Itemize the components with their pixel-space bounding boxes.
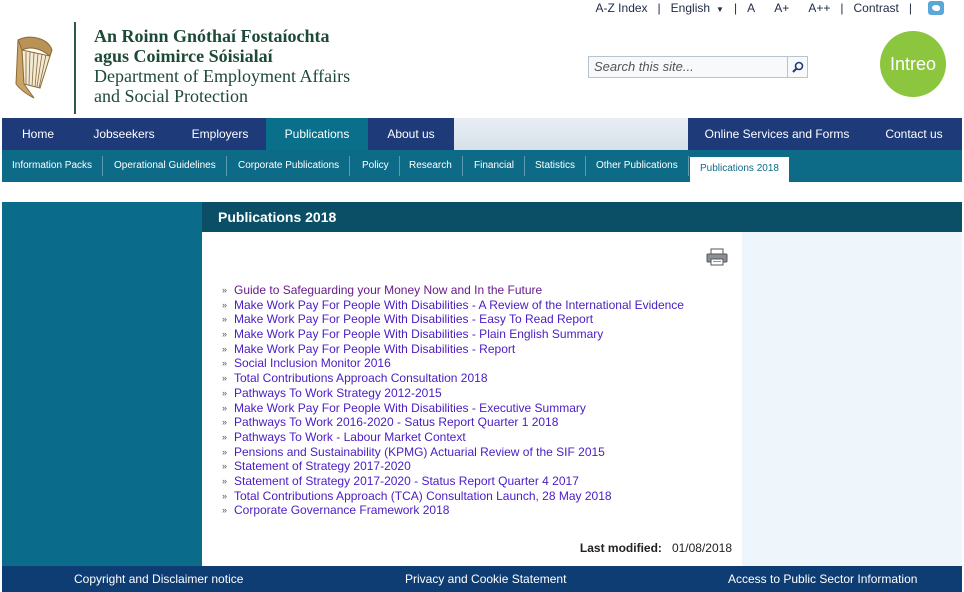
list-item — [222, 445, 684, 460]
publication-link[interactable]: Statement of Strategy 2017-2020 - Status Report Quarter 4 2017 — [234, 473, 579, 488]
az-index-link[interactable]: A-Z Index — [595, 1, 648, 15]
bullet-icon: » — [222, 314, 228, 325]
list-item — [222, 415, 684, 430]
search-icon — [792, 61, 804, 73]
list-item — [222, 356, 684, 371]
publication-link[interactable]: Statement of Strategy 2017-2020 — [234, 459, 411, 474]
publication-link[interactable]: Total Contributions Approach Consultation 2018 — [234, 371, 488, 386]
subnav-publications-2018[interactable]: Publications 2018 — [690, 157, 789, 182]
publication-link[interactable]: Make Work Pay For People With Disabilities - Report — [234, 341, 516, 356]
last-modified-label: Last modified: — [579, 541, 662, 555]
subnav-other-publications[interactable]: Other Publications — [586, 156, 689, 176]
subnav-research[interactable]: Research — [399, 156, 463, 176]
footer — [2, 566, 962, 592]
publication-link[interactable]: Make Work Pay For People With Disabilities - Plain English Summary — [234, 327, 604, 342]
list-item — [222, 327, 684, 342]
main-content — [202, 232, 742, 566]
list-item — [222, 386, 684, 401]
page-title: Publications 2018 — [202, 202, 962, 232]
nav-home[interactable]: Home — [2, 118, 74, 150]
list-item — [222, 474, 684, 489]
nav-publications[interactable]: Publications — [266, 118, 368, 150]
publication-link[interactable]: Pathways To Work 2016-2020 - Satus Report Quarter 1 2018 — [234, 415, 559, 430]
bullet-icon: » — [222, 285, 228, 295]
publication-link[interactable]: Make Work Pay For People With Disabilities - Executive Summary — [234, 400, 586, 415]
list-item — [222, 459, 684, 474]
bullet-icon: » — [222, 329, 228, 340]
list-item — [222, 371, 684, 386]
list-item — [222, 430, 684, 445]
publication-link[interactable]: Make Work Pay For People With Disabilities - Easy To Read Report — [234, 312, 594, 327]
utility-spacer — [763, 1, 766, 15]
subnav-operational-guidelines[interactable]: Operational Guidelines — [104, 156, 227, 176]
footer-access-info-link[interactable]: Access to Public Sector Information — [728, 572, 918, 586]
publication-link[interactable]: Pathways To Work - Labour Market Context — [234, 429, 466, 444]
department-logo[interactable] — [10, 22, 390, 114]
font-size-xlarge-link[interactable]: A++ — [808, 1, 831, 15]
bullet-icon: » — [222, 387, 228, 398]
right-sidebar — [742, 232, 962, 566]
bullet-icon: » — [222, 490, 228, 501]
publication-link[interactable]: Corporate Governance Framework 2018 — [234, 503, 450, 518]
logo-english-line-1: Department of Employment Affairs — [94, 66, 351, 86]
publication-link[interactable]: Total Contributions Approach (TCA) Consultation Launch, 28 May 2018 — [234, 488, 612, 503]
list-item — [222, 342, 684, 357]
intreo-logo[interactable] — [880, 31, 946, 97]
contrast-link[interactable]: Contrast — [853, 1, 899, 15]
bullet-icon: » — [222, 373, 228, 384]
footer-privacy-link[interactable]: Privacy and Cookie Statement — [405, 572, 567, 586]
language-select[interactable] — [671, 1, 724, 15]
logo-wordmark — [94, 26, 350, 106]
logo-irish-line-2: agus Coimirce Sóisialaí — [94, 46, 273, 66]
bullet-icon: » — [222, 299, 228, 310]
utility-separator: | — [657, 1, 661, 15]
list-item — [222, 283, 684, 298]
utility-bar — [596, 0, 944, 16]
bullet-icon: » — [222, 431, 228, 442]
nav-about-us[interactable]: About us — [368, 118, 454, 150]
bullet-icon: » — [222, 402, 228, 413]
list-item — [222, 503, 684, 518]
publication-link[interactable]: Pathways To Work Strategy 2012-2015 — [234, 385, 442, 400]
language-label: English — [670, 1, 711, 15]
bullet-icon: » — [222, 475, 228, 486]
main-navigation — [2, 118, 962, 150]
font-size-normal-link[interactable]: A — [747, 1, 756, 15]
publication-link[interactable]: Pensions and Sustainability (KPMG) Actuarial Review of the SIF 2015 — [234, 444, 605, 459]
subnav-information-packs[interactable]: Information Packs — [2, 156, 103, 176]
bullet-icon: » — [222, 343, 228, 354]
logo-divider — [74, 22, 76, 114]
logo-irish-line-1: An Roinn Gnóthaí Fostaíochta — [94, 26, 330, 46]
search-button[interactable] — [787, 57, 807, 77]
subnav-policy[interactable]: Policy — [352, 156, 400, 176]
bullet-icon: » — [222, 358, 228, 369]
publication-link[interactable]: Guide to Safeguarding your Money Now and In the Future — [234, 283, 543, 297]
last-modified — [580, 541, 732, 555]
subnav-corporate-publications[interactable]: Corporate Publications — [228, 156, 350, 176]
twitter-icon[interactable] — [928, 1, 944, 15]
intreo-label: Intreo — [889, 53, 937, 74]
publications-list — [222, 283, 684, 518]
left-sidebar — [2, 202, 202, 566]
font-size-large-link[interactable]: A+ — [774, 1, 790, 15]
utility-separator: | — [908, 1, 912, 15]
subnav-financial[interactable]: Financial — [464, 156, 525, 176]
bullet-icon: » — [222, 461, 228, 472]
nav-jobseekers[interactable]: Jobseekers — [74, 118, 174, 150]
footer-copyright-link[interactable]: Copyright and Disclaimer notice — [74, 572, 244, 586]
nav-employers[interactable]: Employers — [174, 118, 266, 150]
sub-navigation — [2, 150, 962, 182]
publication-link[interactable]: Make Work Pay For People With Disabilities - A Review of the International Evidence — [234, 297, 684, 312]
bullet-icon: » — [222, 505, 228, 516]
list-item — [222, 489, 684, 504]
search-input[interactable]: Search this site... — [594, 59, 694, 74]
last-modified-date: 01/08/2018 — [671, 541, 732, 555]
utility-spacer — [797, 1, 800, 15]
site-search — [588, 56, 808, 78]
utility-separator: | — [733, 1, 738, 15]
printer-icon[interactable] — [706, 248, 728, 266]
nav-online-services[interactable]: Online Services and Forms — [688, 118, 866, 150]
publication-link[interactable]: Social Inclusion Monitor 2016 — [234, 356, 391, 371]
harp-icon — [10, 34, 58, 100]
utility-separator: | — [840, 1, 844, 15]
logo-english-line-2: and Social Protection — [94, 86, 248, 106]
list-item — [222, 401, 684, 416]
chevron-down-icon: ▼ — [716, 5, 724, 14]
list-item — [222, 298, 684, 313]
bullet-icon: » — [222, 446, 228, 457]
nav-contact-us[interactable]: Contact us — [866, 118, 962, 150]
bullet-icon: » — [222, 417, 228, 428]
subnav-statistics[interactable]: Statistics — [525, 156, 586, 176]
list-item — [222, 312, 684, 327]
